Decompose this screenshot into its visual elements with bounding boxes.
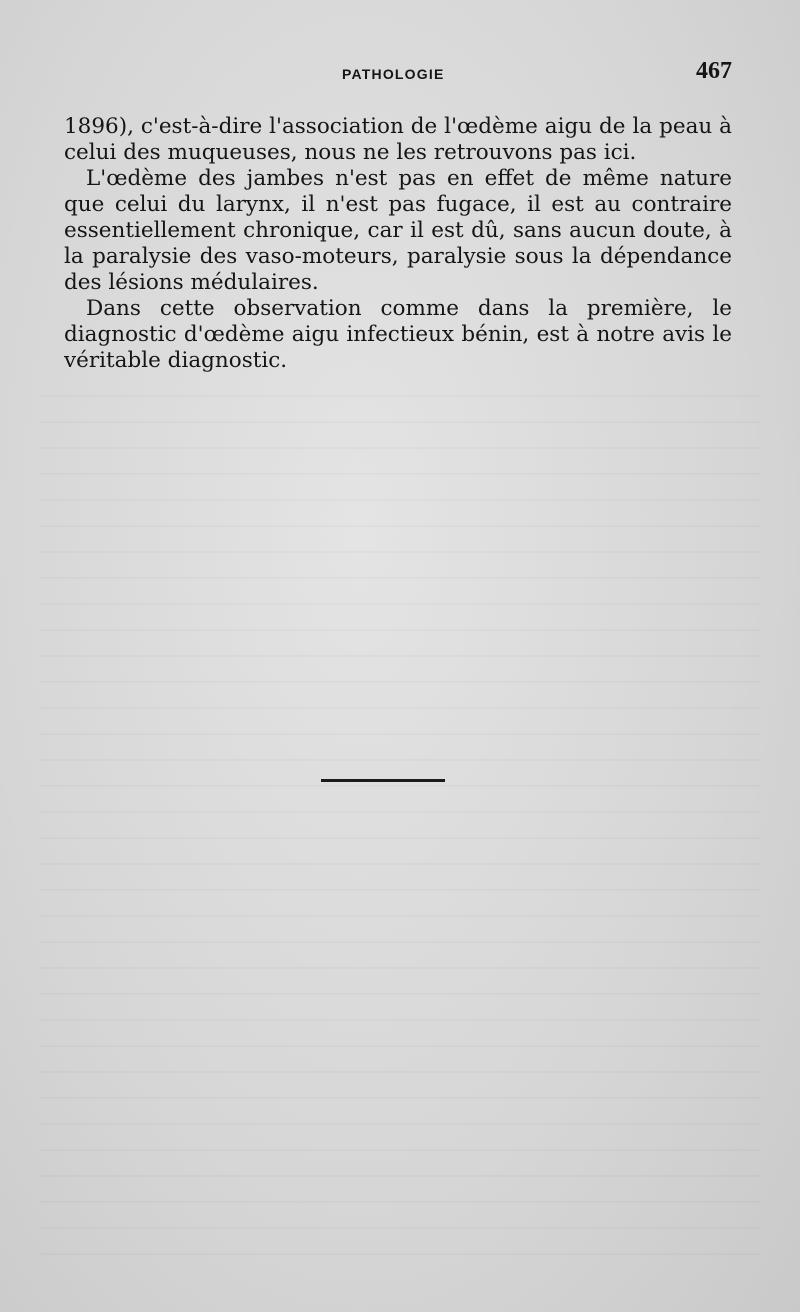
paragraph-2: L'œdème des jambes n'est pas en effet de même nature que celui du larynx, il n'est pas fugace, il est au contraire essentiellement chronique, car il est dû, sans aucun doute, à la paralysie des vaso-moteurs, paralysie sous la dépendance des lésions médulaires. (64, 166, 732, 295)
section-end-rule (321, 779, 445, 782)
body-text (64, 114, 732, 374)
paragraph-3: Dans cette observation comme dans la première, le diagnostic d'œdème aigu infectieux bénin, est à notre avis le véritable diagnostic. (64, 296, 732, 373)
page-number: 467 (696, 58, 732, 84)
running-title: PATHOLOGIE (342, 66, 445, 82)
page-header (64, 58, 732, 92)
show-through-texture (40, 395, 760, 1275)
paragraph-1: 1896), c'est-à-dire l'association de l'œdème aigu de la peau à celui des muqueuses, nous ne les retrouvons pas ici. (64, 114, 732, 165)
